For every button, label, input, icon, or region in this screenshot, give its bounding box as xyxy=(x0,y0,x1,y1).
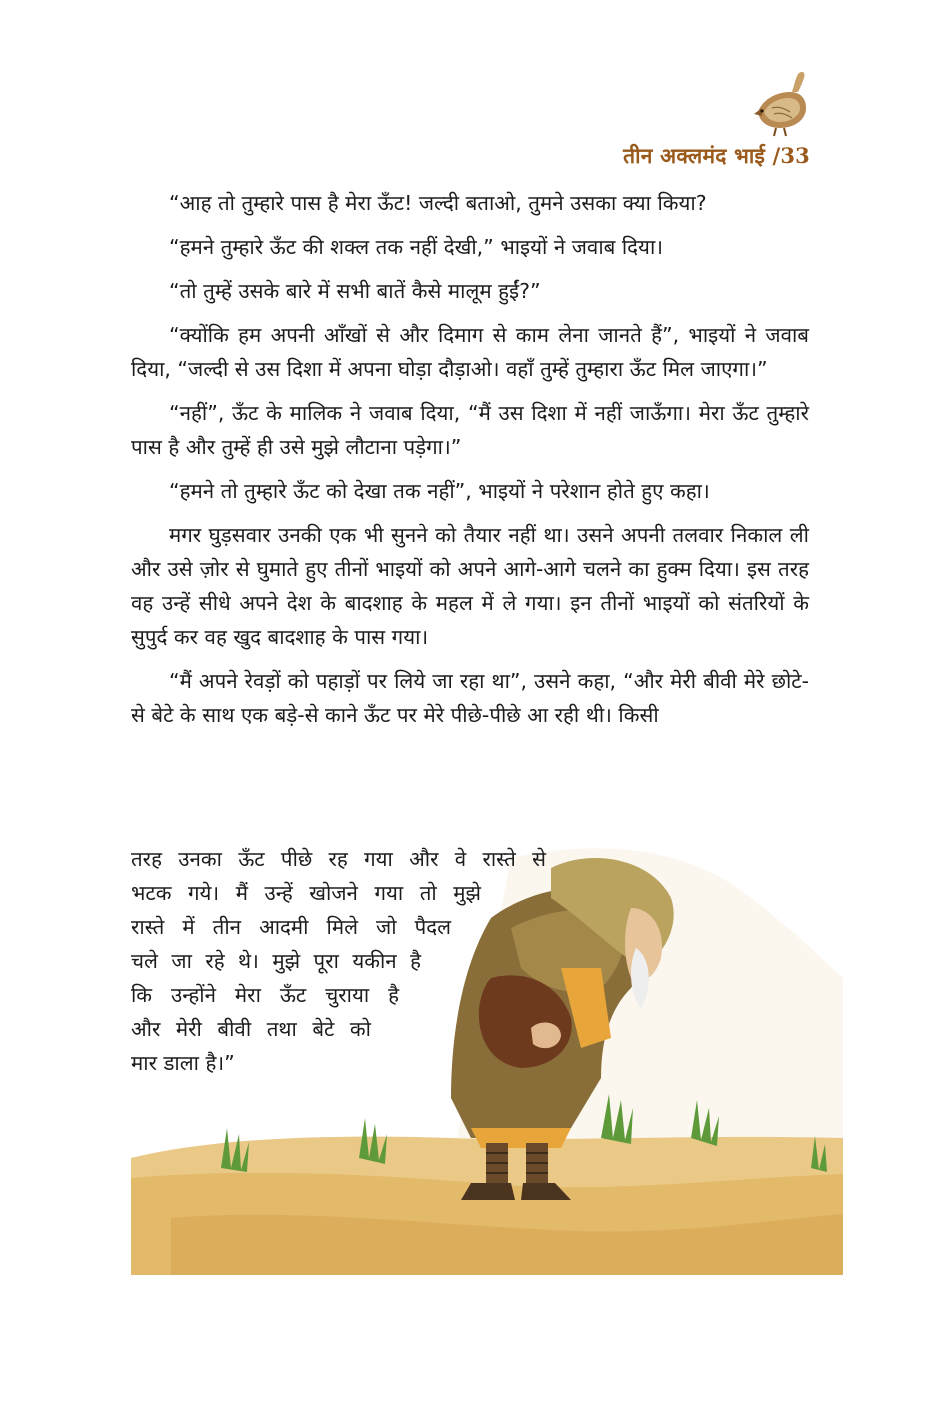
wrapped-line-7: मार डाला है।” xyxy=(131,1051,235,1075)
paragraph-8: “मैं अपने रेवड़ों को पहाड़ों पर लिये जा रहा था”, उसने कहा, “और मेरी बीवी मेरे छोटे-से बेटे के साथ एक बड़े-से काने ऊँट पर मेरे पीछे-पीछे आ रही थी। किसी xyxy=(131,669,809,727)
wrapped-line-2: भटक गये। मैं उन्हें खोजने गया तो मुझे xyxy=(131,881,481,905)
paragraph-4: “क्योंकि हम अपनी आँखों से और दिमाग से काम लेना जानते हैं”, भाइयों ने जवाब दिया, “जल्दी से उस दिशा में अपना घोड़ा दौड़ाओ। वहाँ तुम्हें तुम्हारा ऊँट मिल जाएगा।” xyxy=(131,323,809,381)
story-text xyxy=(131,186,809,742)
wrapped-line-1: तरह उनका ऊँट पीछे रह गया और वे रास्ते से xyxy=(131,847,546,871)
wrapped-line-5: कि उन्होंने मेरा ऊँट चुराया है xyxy=(131,983,399,1007)
wrapped-line-6: और मेरी बीवी तथा बेटे को xyxy=(131,1017,371,1041)
paragraph-5: “नहीं”, ऊँट के मालिक ने जवाब दिया, “मैं उस दिशा में नहीं जाऊँगा। मेरा ऊँट तुम्हारे पास है और तुम्हें ही उसे मुझे लौटाना पड़ेगा।” xyxy=(131,401,809,459)
bird-icon xyxy=(752,68,814,138)
wrapped-line-3: रास्ते में तीन आदमी मिले जो पैदल xyxy=(131,915,451,939)
paragraph-7: मगर घुड़सवार उनकी एक भी सुनने को तैयार नहीं था। उसने अपनी तलवार निकाल ली और उसे ज़ोर से घुमाते हुए तीनों भाइयों को अपने आगे-आगे चलने का हुक्म दिया। इस तरह वह उन्हें सीधे अपने देश के बादशाह के महल में ले गया। इन तीनों भाइयों को संतरियों के सुपुर्द कर वह खुद बादशाह के पास गया। xyxy=(131,523,809,649)
running-header: तीन अक्लमंद भाई /33 xyxy=(623,143,810,168)
paragraph-3: “तो तुम्हें उसके बारे में सभी बातें कैसे मालूम हुईं?” xyxy=(169,279,541,303)
wrapped-line-4: चले जा रहे थे। मुझे पूरा यकीन है xyxy=(131,949,421,973)
paragraph-1: “आह तो तुम्हारे पास है मेरा ऊँट! जल्दी बताओ, तुमने उसका क्या किया? xyxy=(169,191,707,215)
paragraph-6: “हमने तो तुम्हारे ऊँट को देखा तक नहीं”, भाइयों ने परेशान होते हुए कहा। xyxy=(169,479,710,503)
paragraph-2: “हमने तुम्हारे ऊँट की शक्ल तक नहीं देखी,” भाइयों ने जवाब दिया। xyxy=(169,235,664,259)
wrapped-paragraph xyxy=(131,842,809,1080)
